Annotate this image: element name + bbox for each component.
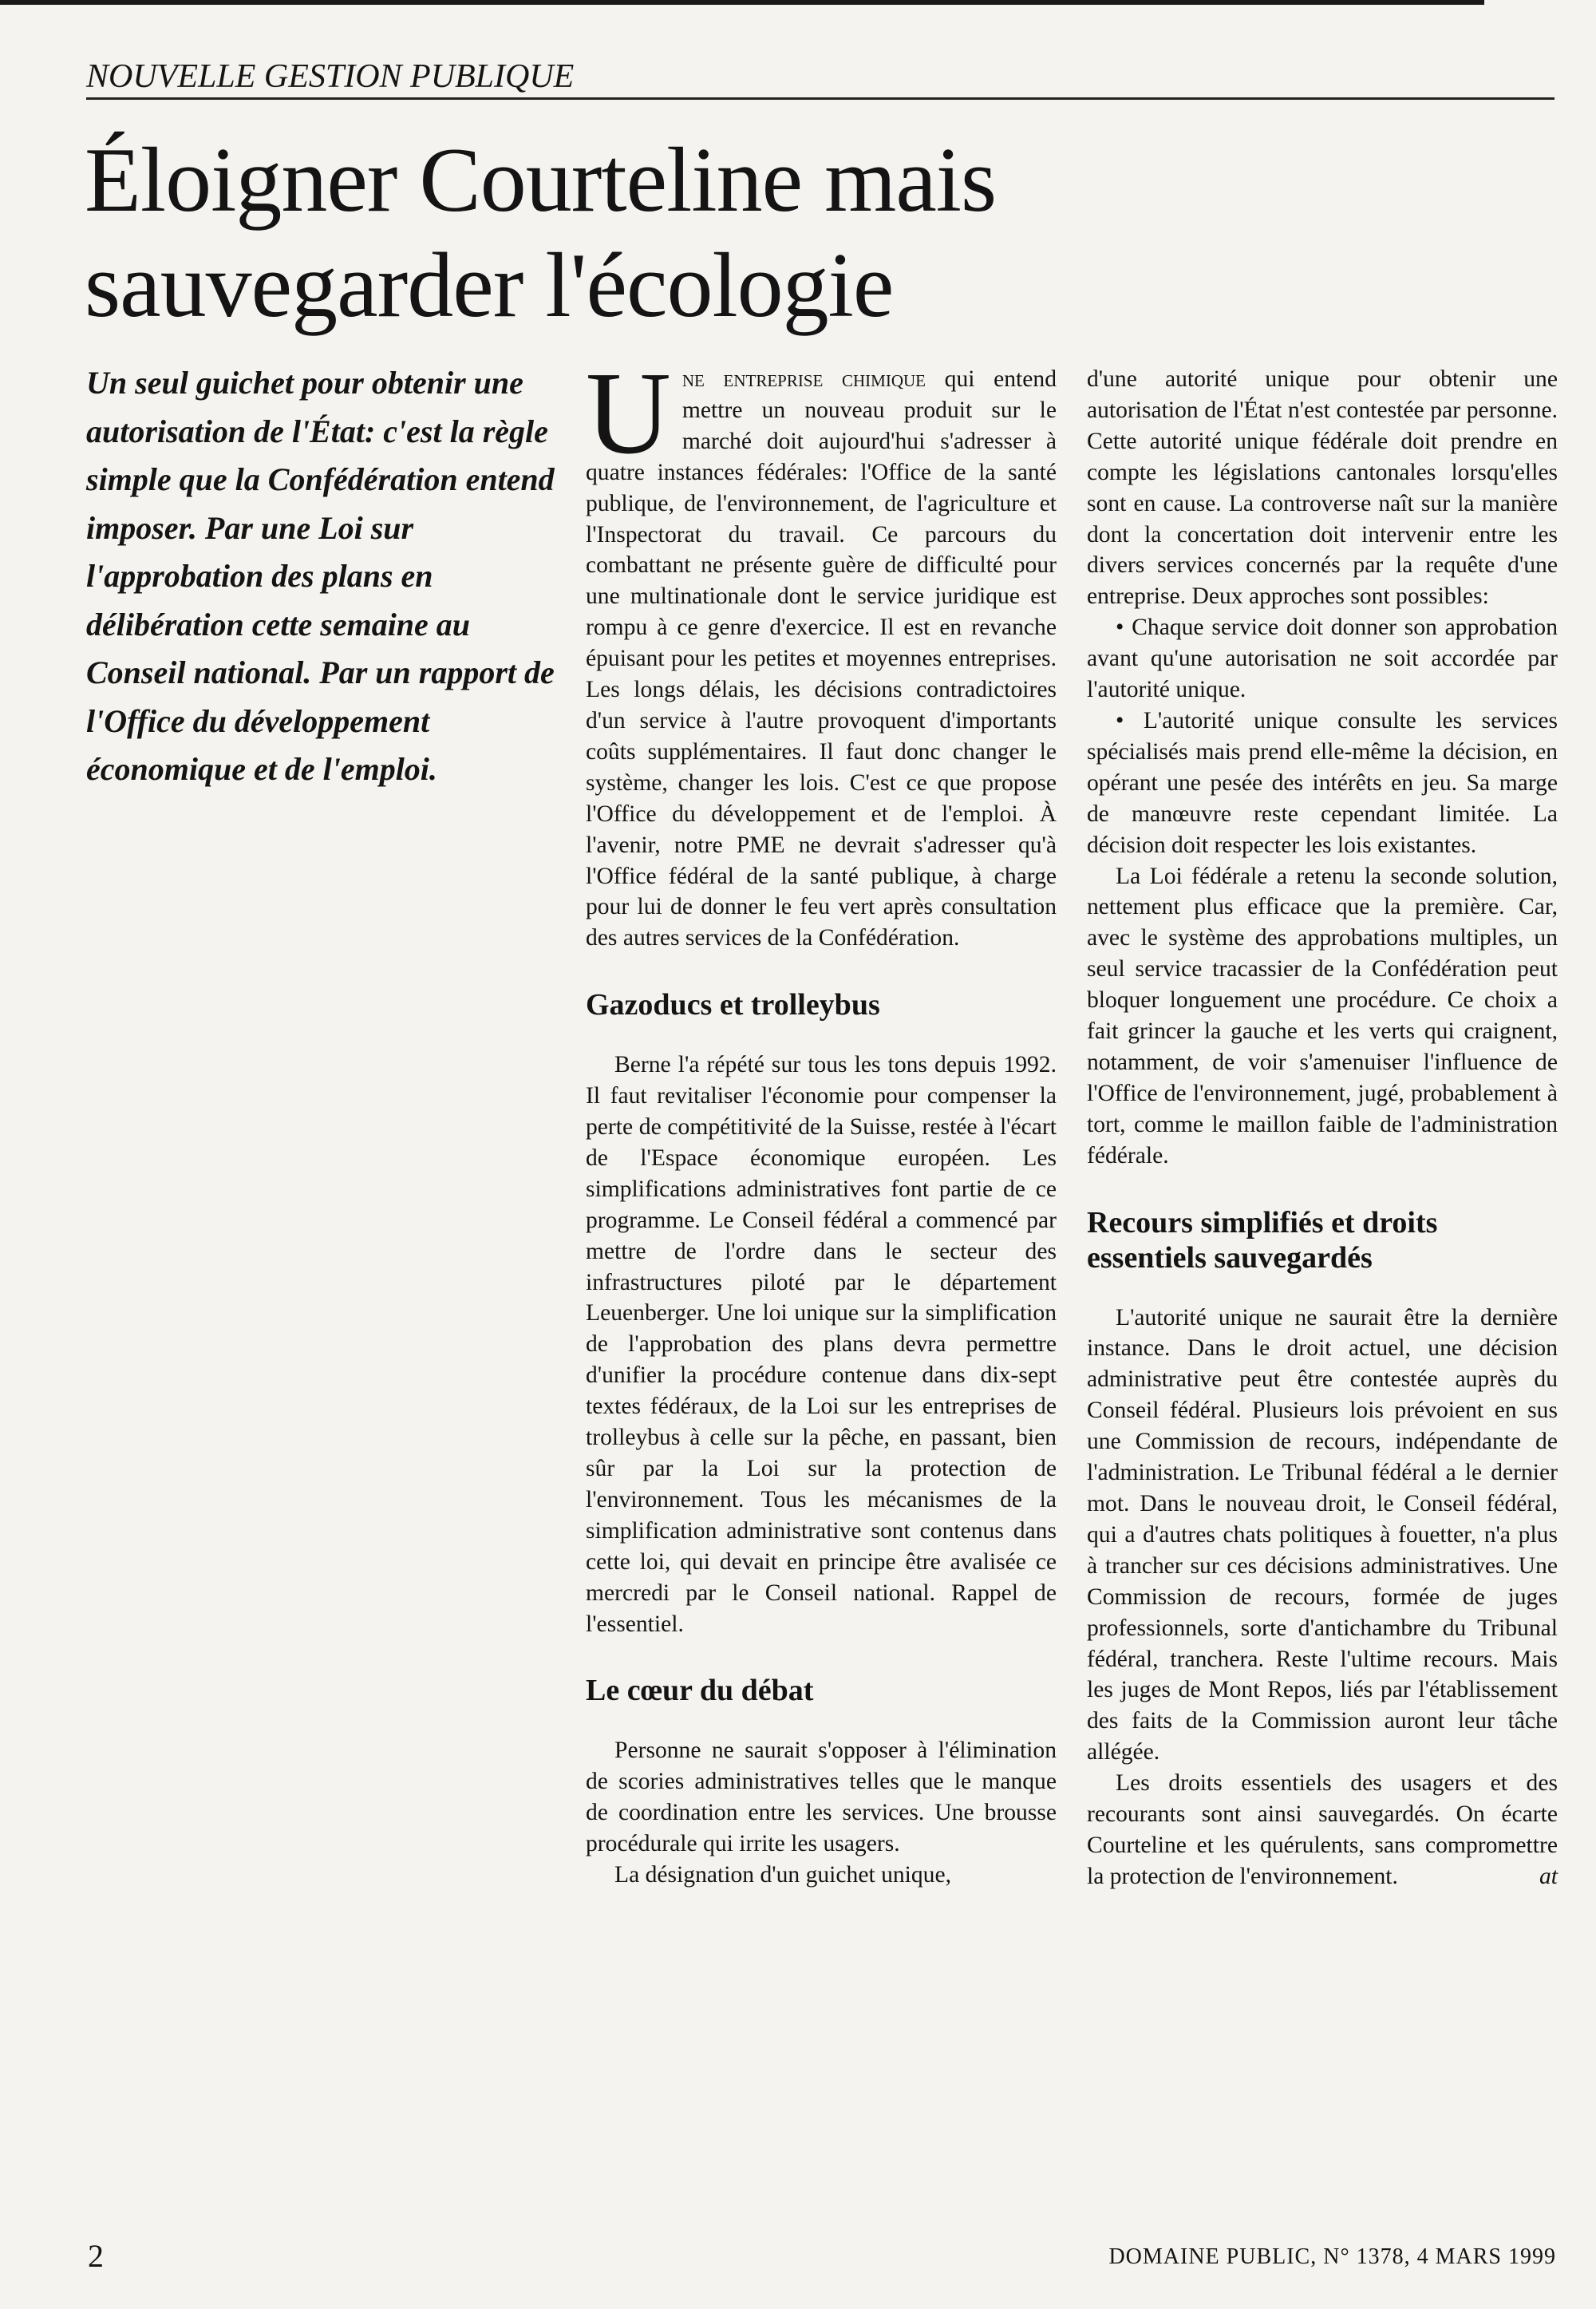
section-label: NOUVELLE GESTION PUBLIQUE bbox=[86, 57, 1555, 100]
lead-paragraph: Un seul guichet pour obtenir une autorisation de l'État: c'est la règle simple que la Confédération entend imposer. Par une Loi sur l'approbation des plans en délibération cette semaine au Conseil national. Par un rapport de l'Office du développement économique et de l'emploi. bbox=[86, 365, 555, 787]
article-paragraph-5: La Loi fédérale a retenu la seconde solution, nettement plus efficace que la première. Car, avec le système des approbations multiples, un seul service tracassier de la Confédération peut bloquer longuement une procédure. Ce choix a fait grincer la gauche et les verts qui craignent, notamment, de voir s'amenuiser l'influence de l'Office de l'environnement, jugé, probablement à tort, comme le maillon faible de l'administration fédérale. bbox=[1087, 863, 1558, 1168]
article-column-2 bbox=[586, 348, 1057, 1891]
headline-line-1: Éloigner Courteline mais bbox=[85, 129, 997, 231]
paragraph-7-text: Les droits essentiels des usagers et des recourants sont ainsi sauvegardés. On écarte Courteline et les quérulents, sans compromettre la protection de l'environnement. bbox=[1087, 1770, 1558, 1889]
subheading-recours: Recours simplifiés et droits essentiels sauvegardés bbox=[1087, 1205, 1438, 1275]
article-column-3 bbox=[1087, 364, 1558, 1892]
article-paragraph-4-start: La désignation d'un guichet unique, bbox=[614, 1862, 952, 1888]
article-paragraph-3: Personne ne saurait s'opposer à l'élimination de scories administratives telles que le manque de coordination entre les services. Une brousse procédurale qui irrite les usagers. bbox=[586, 1738, 1057, 1857]
headline bbox=[85, 128, 1553, 338]
approaches-list bbox=[1087, 612, 1558, 860]
article-paragraph-6: L'autorité unique ne saurait être la dernière instance. Dans le droit actuel, une décision administrative peut être contestée auprès du Conseil fédéral. Plusieurs lois prévoient en sus une Commission de recours, indépendante de l'administration. Le Tribunal fédéral a le dernier mot. Dans le nouveau droit, le Conseil fédéral, qui a d'autres chats politiques à fouetter, n'a plus à trancher sur ces décisions administratives. Une Commission de recours, formée de juges professionnels, sorte d'antichambre du Tribunal fédéral, tranchera. Reste l'ultime recours. Mais les juges de Mont Repos, liés par l'établissement des faits de la Commission auront leur tâche allégée. bbox=[1087, 1304, 1558, 1765]
article-paragraph-2: Berne l'a répété sur tous les tons depuis 1992. Il faut revitaliser l'économie pour compenser la perte de compétitivité de la Suisse, restée à l'écart de l'Espace économique européen. Les simplifications administratives font partie de ce programme. Le Conseil fédéral a commencé par mettre de l'ordre dans le secteur des infrastructures piloté par le département Leuenberger. Une loi unique sur la simplification de l'approbation des plans devra permettre d'unifier la procédure contenue dans dix-sept textes fédéraux, de la Loi sur les entreprises de trolleybus à celle sur la pêche, en passant, bien sûr par la Loi sur la protection de l'environnement. Tous les mécanismes de la simplification administrative sont contenus dans cette loi, qui devait en principe être avalisée ce mercredi par le Conseil national. Rappel de l'essentiel. bbox=[586, 1052, 1057, 1637]
page-number: 2 bbox=[88, 2238, 104, 2274]
list-item: • Chaque service doit donner son approbation avant qu'une autorisation ne soit accordée par l'autorité unique. bbox=[1087, 615, 1558, 703]
top-rule bbox=[0, 0, 1484, 5]
article-paragraph-7 bbox=[1087, 1768, 1558, 1892]
subheading-coeur-du-debat: Le cœur du débat bbox=[586, 1674, 814, 1708]
list-item: • L'autorité unique consulte les services spécialisés mais prend elle-même la décision, en opérant une pesée des intérêts en jeu. Sa marge de manœuvre reste cependant limitée. La décision doit respecter les lois existantes. bbox=[1087, 707, 1558, 858]
paragraph-1-text: qui entend mettre un nouveau produit sur le marché doit aujourd'hui s'adresser à quatre instances fédérales: l'Office de la santé publique, de l'environnement, de l'agriculture et l'Inspectorat du travail. Ce parcours du combattant ne présente guère de difficulté pour une multinationale dont le service juridique est rompu à ce genre d'exercice. Il est en revanche épuisant pour les petites et moyennes entreprises. Les longs délais, les décisions contradictoires d'un service à l'autre provoquent d'importants coûts supplémentaires. Il faut donc changer le système, changer les lois. C'est ce que propose l'Office du développement et de l'emploi. À l'avenir, notre PME ne devrait s'adresser qu'à l'Office fédéral de la santé publique, à charge pour lui de donner le feu vert après consultation des autres services de la Confédération. bbox=[586, 366, 1057, 951]
subheading-gazoducs: Gazoducs et trolleybus bbox=[586, 988, 880, 1022]
author-signature: at bbox=[1539, 1863, 1558, 1889]
drop-cap: U bbox=[586, 348, 671, 479]
issue-info: DOMAINE PUBLIC, N° 1378, 4 MARS 1999 bbox=[1108, 2244, 1556, 2269]
article-paragraph-4-continued: d'une autorité unique pour obtenir une autorisation de l'État n'est contestée par personne. Cette autorité unique fédérale doit prendre en compte les législations cantonales lorsqu'elles sont en cause. La controverse naît sur la manière dont la concertation doit intervenir entre les divers services concernés par la requête d'une entreprise. Deux approches sont possibles: bbox=[1087, 366, 1558, 610]
opening-words: ne entreprise chimique bbox=[681, 366, 926, 392]
article-paragraph-1 bbox=[586, 348, 1057, 954]
headline-line-2: sauvegarder l'écologie bbox=[85, 235, 894, 337]
